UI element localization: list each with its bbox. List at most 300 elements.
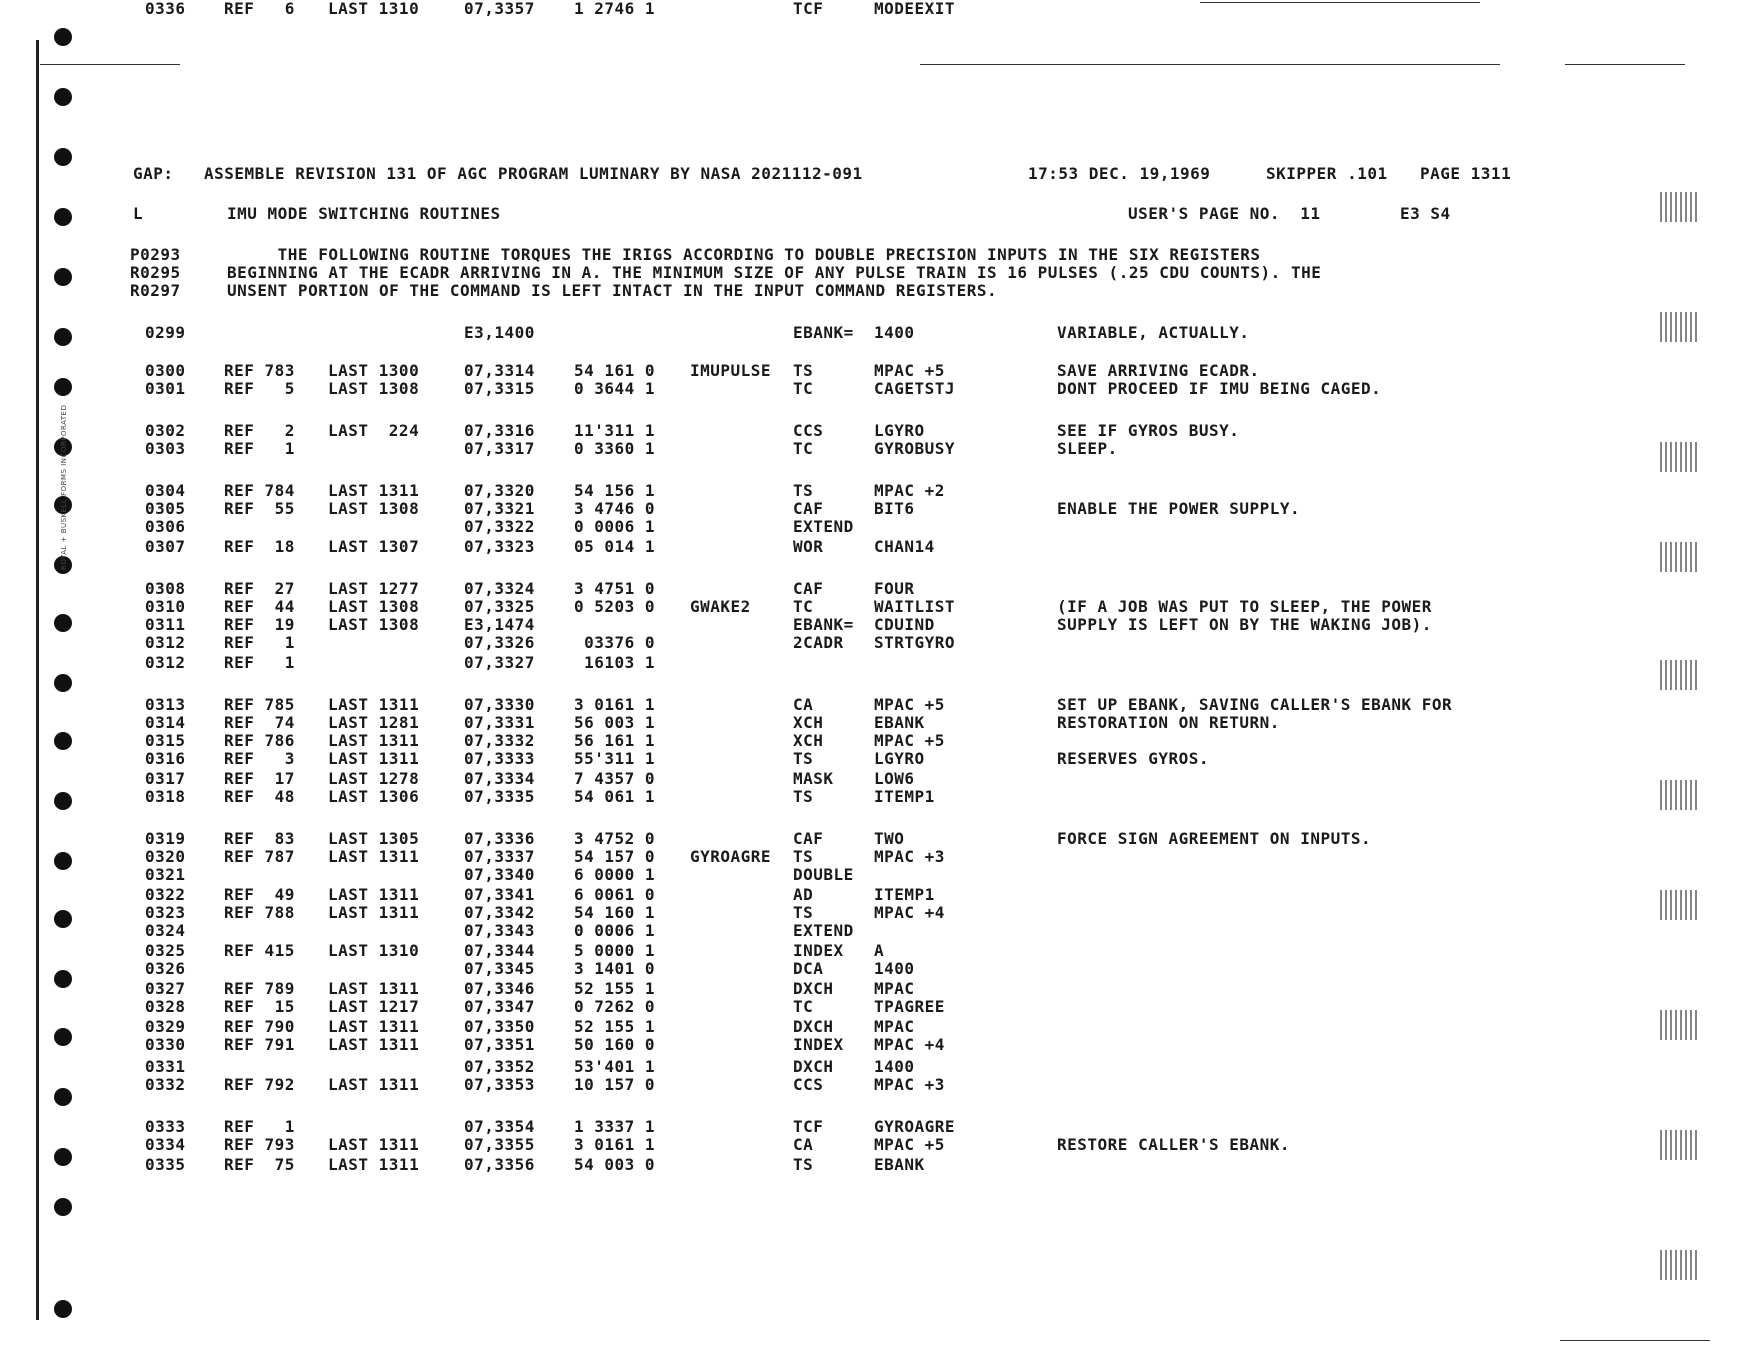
line-seq: 0331 [145, 1057, 186, 1076]
line-octal: 1 2746 1 [574, 0, 656, 18]
line-seq: 0332 [145, 1075, 186, 1094]
registration-mark-icon [1660, 542, 1700, 572]
line-operand: ITEMP1 [874, 787, 935, 806]
bank-label: E3 S4 [1400, 204, 1451, 223]
line-address: 07,3327 [464, 653, 535, 672]
line-comment: SAVE ARRIVING ECADR. [1057, 361, 1260, 380]
line-ref: REF 785 [224, 695, 295, 714]
line-opcode: TCF [793, 1117, 824, 1136]
line-operand: FOUR [874, 579, 915, 598]
line-last-ref: LAST 1308 [328, 597, 420, 616]
line-comment: RESTORE CALLER'S EBANK. [1057, 1135, 1291, 1154]
line-opcode: XCH [793, 731, 824, 750]
line-address: 07,3345 [464, 959, 535, 978]
line-ref: REF 48 [224, 787, 295, 806]
line-octal: 56 003 1 [574, 713, 656, 732]
line-comment: ENABLE THE POWER SUPPLY. [1057, 499, 1301, 518]
line-operand: MODEEXIT [874, 0, 956, 18]
line-opcode: TC [793, 379, 814, 398]
line-last-ref: LAST 1311 [328, 1017, 420, 1036]
line-opcode: TCF [793, 0, 824, 18]
line-ref: REF 74 [224, 713, 295, 732]
line-seq: 0316 [145, 749, 186, 768]
line-opcode: INDEX [793, 941, 844, 960]
line-last-ref: LAST 1311 [328, 903, 420, 922]
punch-hole-icon [54, 208, 72, 226]
registration-mark-icon [1660, 780, 1700, 810]
line-ref: REF 44 [224, 597, 295, 616]
line-address: 07,3355 [464, 1135, 535, 1154]
line-seq: 0323 [145, 903, 186, 922]
line-octal: 6 0061 0 [574, 885, 656, 904]
line-seq: 0321 [145, 865, 186, 884]
line-seq: 0311 [145, 615, 186, 634]
line-address: 07,3337 [464, 847, 535, 866]
line-operand: ITEMP1 [874, 885, 935, 904]
line-octal: 10 157 0 [574, 1075, 656, 1094]
line-last-ref: LAST 1217 [328, 997, 420, 1016]
line-opcode: TS [793, 1155, 814, 1174]
line-comment: RESTORATION ON RETURN. [1057, 713, 1280, 732]
line-comment: SUPPLY IS LEFT ON BY THE WAKING JOB). [1057, 615, 1432, 634]
line-address: 07,3324 [464, 579, 535, 598]
line-address: 07,3340 [464, 865, 535, 884]
line-octal: 56 161 1 [574, 731, 656, 750]
subheader-marker: L [133, 204, 144, 223]
line-address: 07,3323 [464, 537, 535, 556]
line-opcode: EXTEND [793, 921, 854, 940]
line-octal: 3 0161 1 [574, 695, 656, 714]
line-address: 07,3352 [464, 1057, 535, 1076]
line-last-ref: LAST 1311 [328, 1035, 420, 1054]
line-octal: 0 3360 1 [574, 439, 656, 458]
punch-hole-icon [54, 674, 72, 692]
line-operand: MPAC +5 [874, 361, 945, 380]
line-opcode: CA [793, 1135, 814, 1154]
line-opcode: MASK [793, 769, 834, 788]
line-last-ref: LAST 1311 [328, 979, 420, 998]
line-last-ref: LAST 1300 [328, 361, 420, 380]
intro-text: THE FOLLOWING ROUTINE TORQUES THE IRIGS ACCORDING TO DOUBLE PRECISION INPUTS IN THE SIX REGISTERS [227, 245, 1261, 264]
line-operand: BIT6 [874, 499, 915, 518]
line-last-ref: LAST 224 [328, 421, 420, 440]
bottom-rule [1560, 1340, 1710, 1341]
intro-seq: R0295 [130, 263, 181, 282]
line-address: 07,3334 [464, 769, 535, 788]
section-title: IMU MODE SWITCHING ROUTINES [227, 204, 501, 223]
line-last-ref: LAST 1308 [328, 499, 420, 518]
line-opcode: INDEX [793, 1035, 844, 1054]
punch-hole-icon [54, 1088, 72, 1106]
line-ref: REF 1 [224, 653, 295, 672]
line-comment: RESERVES GYROS. [1057, 749, 1209, 768]
registration-mark-icon [1660, 442, 1700, 472]
line-seq: 0303 [145, 439, 186, 458]
line-seq: 0304 [145, 481, 186, 500]
line-label: IMUPULSE [690, 361, 772, 380]
intro-seq: P0293 [130, 245, 181, 264]
line-address: 07,3356 [464, 1155, 535, 1174]
punch-hole-icon [54, 614, 72, 632]
punch-hole-icon [54, 88, 72, 106]
line-ref: REF 83 [224, 829, 295, 848]
line-octal: 05 014 1 [574, 537, 656, 556]
top-rule-4 [1565, 64, 1685, 65]
intro-seq: R0297 [130, 281, 181, 300]
line-address: 07,3351 [464, 1035, 535, 1054]
line-last-ref: LAST 1281 [328, 713, 420, 732]
line-seq: 0330 [145, 1035, 186, 1054]
line-opcode: DXCH [793, 1017, 834, 1036]
line-last-ref: LAST 1310 [328, 941, 420, 960]
line-seq: 0329 [145, 1017, 186, 1036]
line-comment: FORCE SIGN AGREEMENT ON INPUTS. [1057, 829, 1372, 848]
punch-hole-icon [54, 148, 72, 166]
registration-mark-icon [1660, 1010, 1700, 1040]
line-opcode: CA [793, 695, 814, 714]
line-octal: 54 156 1 [574, 481, 656, 500]
line-opcode: XCH [793, 713, 824, 732]
line-address: 07,3316 [464, 421, 535, 440]
line-address: E3,1474 [464, 615, 535, 634]
registration-mark-icon [1660, 890, 1700, 920]
line-comment: SLEEP. [1057, 439, 1118, 458]
line-opcode: TC [793, 597, 814, 616]
line-address: 07,3357 [464, 0, 535, 18]
line-opcode: AD [793, 885, 814, 904]
registration-mark-icon [1660, 1130, 1700, 1160]
line-comment: DONT PROCEED IF IMU BEING CAGED. [1057, 379, 1382, 398]
line-operand: MPAC +5 [874, 731, 945, 750]
line-address: E3,1400 [464, 323, 535, 342]
line-octal: 3 4752 0 [574, 829, 656, 848]
line-opcode: TS [793, 749, 814, 768]
line-seq: 0319 [145, 829, 186, 848]
line-octal: 52 155 1 [574, 1017, 656, 1036]
line-operand: GYROBUSY [874, 439, 956, 458]
line-address: 07,3330 [464, 695, 535, 714]
line-ref: REF 790 [224, 1017, 295, 1036]
punch-hole-icon [54, 910, 72, 928]
line-address: 07,3342 [464, 903, 535, 922]
line-address: 07,3341 [464, 885, 535, 904]
line-ref: REF 789 [224, 979, 295, 998]
line-octal: 0 0006 1 [574, 921, 656, 940]
line-ref: REF 27 [224, 579, 295, 598]
line-seq: 0324 [145, 921, 186, 940]
line-opcode: CCS [793, 1075, 824, 1094]
line-opcode: DXCH [793, 1057, 834, 1076]
line-opcode: DXCH [793, 979, 834, 998]
line-comment: SET UP EBANK, SAVING CALLER'S EBANK FOR [1057, 695, 1453, 714]
header-timestamp: 17:53 DEC. 19,1969 [1028, 164, 1211, 183]
line-address: 07,3353 [464, 1075, 535, 1094]
line-seq: 0310 [145, 597, 186, 616]
line-operand: CHAN14 [874, 537, 935, 556]
line-operand: STRTGYRO [874, 633, 956, 652]
line-last-ref: LAST 1311 [328, 1135, 420, 1154]
punch-hole-icon [54, 1300, 72, 1318]
line-ref: REF 49 [224, 885, 295, 904]
line-ref: REF 791 [224, 1035, 295, 1054]
line-address: 07,3350 [464, 1017, 535, 1036]
line-opcode: TS [793, 903, 814, 922]
line-operand: 1400 [874, 323, 915, 342]
line-last-ref: LAST 1306 [328, 787, 420, 806]
line-operand: GYROAGRE [874, 1117, 956, 1136]
line-last-ref: LAST 1311 [328, 847, 420, 866]
line-ref: REF 788 [224, 903, 295, 922]
line-ref: REF 787 [224, 847, 295, 866]
line-ref: REF 18 [224, 537, 295, 556]
registration-mark-icon [1660, 660, 1700, 690]
line-seq: 0307 [145, 537, 186, 556]
top-rule-2 [920, 64, 1500, 65]
line-operand: MPAC +5 [874, 695, 945, 714]
line-seq: 0305 [145, 499, 186, 518]
line-seq: 0335 [145, 1155, 186, 1174]
line-octal: 0 7262 0 [574, 997, 656, 1016]
line-ref: REF 3 [224, 749, 295, 768]
line-address: 07,3347 [464, 997, 535, 1016]
line-ref: REF 5 [224, 379, 295, 398]
punch-hole-icon [54, 1198, 72, 1216]
line-opcode: CAF [793, 829, 824, 848]
header-skipper: SKIPPER .101 [1266, 164, 1388, 183]
line-last-ref: LAST 1311 [328, 885, 420, 904]
line-opcode: TS [793, 481, 814, 500]
line-address: 07,3321 [464, 499, 535, 518]
line-octal: 0 3644 1 [574, 379, 656, 398]
line-opcode: EBANK= [793, 323, 854, 342]
line-opcode: TC [793, 439, 814, 458]
line-operand: 1400 [874, 959, 915, 978]
line-last-ref: LAST 1310 [328, 0, 420, 18]
line-address: 07,3354 [464, 1117, 535, 1136]
line-opcode: DCA [793, 959, 824, 978]
punch-hole-icon [54, 1028, 72, 1046]
line-octal: 3 4746 0 [574, 499, 656, 518]
registration-mark-icon [1660, 312, 1700, 342]
line-ref: REF 415 [224, 941, 295, 960]
line-address: 07,3344 [464, 941, 535, 960]
line-seq: 0318 [145, 787, 186, 806]
line-last-ref: LAST 1305 [328, 829, 420, 848]
line-last-ref: LAST 1277 [328, 579, 420, 598]
line-operand: MPAC +2 [874, 481, 945, 500]
header-page-number: PAGE 1311 [1420, 164, 1512, 183]
line-seq: 0326 [145, 959, 186, 978]
line-address: 07,3317 [464, 439, 535, 458]
intro-text: BEGINNING AT THE ECADR ARRIVING IN A. THE MINIMUM SIZE OF ANY PULSE TRAIN IS 16 PULSES (.25 CDU COUNTS). THE [227, 263, 1322, 282]
line-seq: 0334 [145, 1135, 186, 1154]
line-octal: 7 4357 0 [574, 769, 656, 788]
line-last-ref: LAST 1311 [328, 1075, 420, 1094]
header-title: ASSEMBLE REVISION 131 OF AGC PROGRAM LUMINARY BY NASA 2021112-091 [204, 164, 863, 183]
punch-hole-icon [54, 1148, 72, 1166]
line-octal: 53'401 1 [574, 1057, 656, 1076]
top-rule-1 [1200, 2, 1480, 3]
line-opcode: EBANK= [793, 615, 854, 634]
line-last-ref: LAST 1311 [328, 731, 420, 750]
line-operand: TWO [874, 829, 905, 848]
line-seq: 0336 [145, 0, 186, 18]
line-opcode: 2CADR [793, 633, 844, 652]
top-rule-3 [40, 64, 180, 65]
left-margin-rule [36, 40, 39, 1320]
line-operand: MPAC +4 [874, 1035, 945, 1054]
line-opcode: TS [793, 787, 814, 806]
line-address: 07,3332 [464, 731, 535, 750]
line-opcode: CAF [793, 579, 824, 598]
line-octal: 3 0161 1 [574, 1135, 656, 1154]
line-ref: REF 786 [224, 731, 295, 750]
punch-hole-icon [54, 328, 72, 346]
line-operand: CDUIND [874, 615, 935, 634]
line-operand: LGYRO [874, 749, 925, 768]
punch-hole-icon [54, 792, 72, 810]
line-address: 07,3331 [464, 713, 535, 732]
line-operand: EBANK [874, 1155, 925, 1174]
intro-text: UNSENT PORTION OF THE COMMAND IS LEFT INTACT IN THE INPUT COMMAND REGISTERS. [227, 281, 998, 300]
header-gap-label: GAP: [133, 164, 174, 183]
line-opcode: TC [793, 997, 814, 1016]
punch-hole-icon [54, 970, 72, 988]
line-seq: 0313 [145, 695, 186, 714]
line-operand: MPAC +4 [874, 903, 945, 922]
line-ref: REF 1 [224, 1117, 295, 1136]
line-octal: 54 160 1 [574, 903, 656, 922]
line-seq: 0312 [145, 633, 186, 652]
punch-hole-icon [54, 852, 72, 870]
line-last-ref: LAST 1311 [328, 749, 420, 768]
line-operand: 1400 [874, 1057, 915, 1076]
line-octal: 0 5203 0 [574, 597, 656, 616]
line-seq: 0312 [145, 653, 186, 672]
line-octal: 54 003 0 [574, 1155, 656, 1174]
line-comment: VARIABLE, ACTUALLY. [1057, 323, 1250, 342]
line-comment: SEE IF GYROS BUSY. [1057, 421, 1240, 440]
line-operand: MPAC +3 [874, 1075, 945, 1094]
line-last-ref: LAST 1311 [328, 1155, 420, 1174]
line-operand: A [874, 941, 885, 960]
line-seq: 0333 [145, 1117, 186, 1136]
line-address: 07,3333 [464, 749, 535, 768]
line-address: 07,3325 [464, 597, 535, 616]
line-octal: 11'311 1 [574, 421, 656, 440]
line-opcode: CCS [793, 421, 824, 440]
line-opcode: TS [793, 847, 814, 866]
line-operand: MPAC [874, 979, 915, 998]
line-seq: 0322 [145, 885, 186, 904]
line-octal: 0 0006 1 [574, 517, 656, 536]
line-octal: 54 061 1 [574, 787, 656, 806]
line-operand: EBANK [874, 713, 925, 732]
line-opcode: TS [793, 361, 814, 380]
line-octal: 16103 1 [574, 653, 656, 672]
line-seq: 0320 [145, 847, 186, 866]
line-last-ref: LAST 1278 [328, 769, 420, 788]
users-page-number: USER'S PAGE NO. 11 [1128, 204, 1321, 223]
margin-imprint: ROYAL + BUSKELL FORMS INCORPORATED [60, 404, 68, 570]
line-address: 07,3314 [464, 361, 535, 380]
line-seq: 0328 [145, 997, 186, 1016]
punch-hole-icon [54, 28, 72, 46]
line-ref: REF 17 [224, 769, 295, 788]
line-octal: 5 0000 1 [574, 941, 656, 960]
line-ref: REF 2 [224, 421, 295, 440]
line-last-ref: LAST 1308 [328, 379, 420, 398]
line-opcode: EXTEND [793, 517, 854, 536]
line-comment: (IF A JOB WAS PUT TO SLEEP, THE POWER [1057, 597, 1432, 616]
punch-hole-icon [54, 378, 72, 396]
line-ref: REF 75 [224, 1155, 295, 1174]
line-ref: REF 792 [224, 1075, 295, 1094]
line-seq: 0299 [145, 323, 186, 342]
line-operand: CAGETSTJ [874, 379, 956, 398]
line-ref: REF 1 [224, 633, 295, 652]
line-seq: 0327 [145, 979, 186, 998]
line-seq: 0317 [145, 769, 186, 788]
line-last-ref: LAST 1311 [328, 695, 420, 714]
line-opcode: WOR [793, 537, 824, 556]
line-operand: MPAC [874, 1017, 915, 1036]
line-ref: REF 784 [224, 481, 295, 500]
line-seq: 0302 [145, 421, 186, 440]
line-operand: MPAC +3 [874, 847, 945, 866]
line-label: GYROAGRE [690, 847, 772, 866]
line-seq: 0315 [145, 731, 186, 750]
line-octal: 50 160 0 [574, 1035, 656, 1054]
line-octal: 1 3337 1 [574, 1117, 656, 1136]
line-last-ref: LAST 1308 [328, 615, 420, 634]
line-operand: LGYRO [874, 421, 925, 440]
line-address: 07,3322 [464, 517, 535, 536]
line-octal: 54 157 0 [574, 847, 656, 866]
line-operand: TPAGREE [874, 997, 945, 1016]
line-opcode: DOUBLE [793, 865, 854, 884]
line-address: 07,3336 [464, 829, 535, 848]
line-octal: 55'311 1 [574, 749, 656, 768]
line-operand: LOW6 [874, 769, 915, 788]
line-seq: 0314 [145, 713, 186, 732]
line-ref: REF 15 [224, 997, 295, 1016]
line-octal: 3 4751 0 [574, 579, 656, 598]
line-address: 07,3320 [464, 481, 535, 500]
line-seq: 0325 [145, 941, 186, 960]
line-seq: 0308 [145, 579, 186, 598]
line-octal: 3 1401 0 [574, 959, 656, 978]
line-octal: 52 155 1 [574, 979, 656, 998]
line-address: 07,3326 [464, 633, 535, 652]
line-operand: MPAC +5 [874, 1135, 945, 1154]
line-ref: REF 1 [224, 439, 295, 458]
punch-hole-icon [54, 268, 72, 286]
line-seq: 0300 [145, 361, 186, 380]
line-ref: REF 55 [224, 499, 295, 518]
line-address: 07,3315 [464, 379, 535, 398]
line-seq: 0306 [145, 517, 186, 536]
line-address: 07,3335 [464, 787, 535, 806]
punch-hole-icon [54, 732, 72, 750]
line-opcode: CAF [793, 499, 824, 518]
line-ref: REF 6 [224, 0, 295, 18]
line-seq: 0301 [145, 379, 186, 398]
line-octal: 54 161 0 [574, 361, 656, 380]
line-ref: REF 793 [224, 1135, 295, 1154]
line-operand: WAITLIST [874, 597, 956, 616]
line-address: 07,3343 [464, 921, 535, 940]
